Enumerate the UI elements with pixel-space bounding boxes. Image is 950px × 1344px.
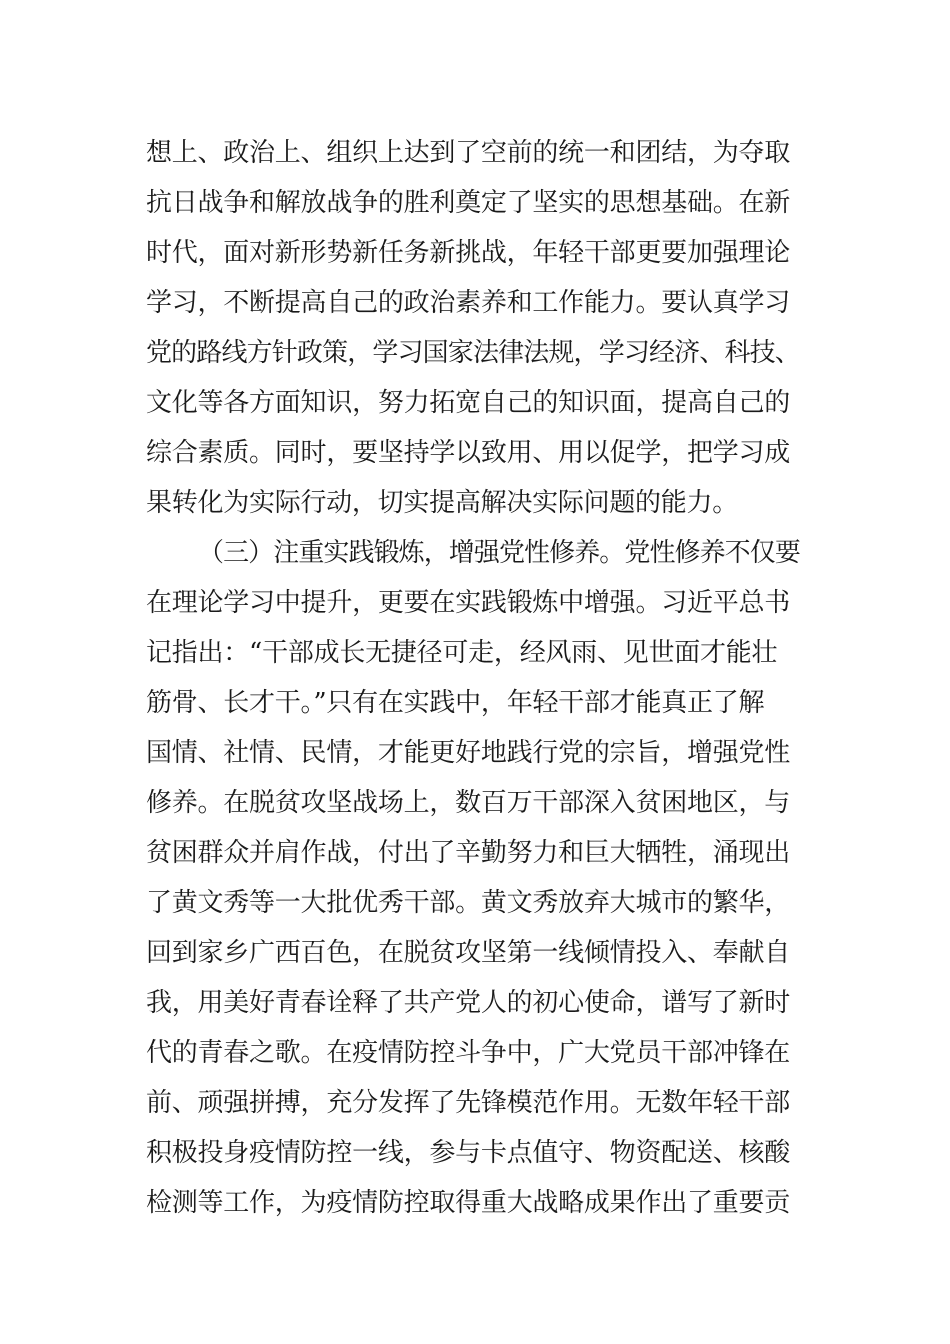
text-line: 想上、政治上、组织上达到了空前的统一和团结，为夺取 xyxy=(146,138,791,168)
text-line: 回到家乡广西百色，在脱贫攻坚第一线倾情投入、奉献自 xyxy=(146,938,791,968)
text-line: 修养。在脱贫攻坚战场上，数百万干部深入贫困地区，与 xyxy=(146,788,791,818)
text-line: 前、顽强拼搏，充分发挥了先锋模范作用。无数年轻干部 xyxy=(146,1088,791,1118)
text-line: 检测等工作，为疫情防控取得重大战略成果作出了重要贡 xyxy=(146,1188,791,1218)
body-text xyxy=(146,128,806,1228)
text-line: 抗日战争和解放战争的胜利奠定了坚实的思想基础。在新 xyxy=(146,188,791,218)
text-line: 了黄文秀等一大批优秀干部。黄文秀放弃大城市的繁华， xyxy=(146,888,791,918)
text-line: 国情、社情、民情，才能更好地践行党的宗旨，增强党性 xyxy=(146,738,791,768)
text-line: 筋骨、长才干。”只有在实践中，年轻干部才能真正了解 xyxy=(146,688,765,718)
text-line: 时代，面对新形势新任务新挑战，年轻干部更要加强理论 xyxy=(146,238,791,268)
text-line: 综合素质。同时，要坚持学以致用、用以促学，把学习成 xyxy=(146,438,791,468)
text-line: 果转化为实际行动，切实提高解决实际问题的能力。 xyxy=(146,488,739,518)
text-line: 记指出：“干部成长无捷径可走，经风雨、见世面才能壮 xyxy=(146,638,778,668)
text-line: 学习，不断提高自己的政治素养和工作能力。要认真学习 xyxy=(146,288,791,318)
text-line: 贫困群众并肩作战，付出了辛勤努力和巨大牺牲，涌现出 xyxy=(146,838,791,868)
text-line: 积极投身疫情防控一线，参与卡点值守、物资配送、核酸 xyxy=(146,1138,791,1168)
text-line: 我，用美好青春诠释了共产党人的初心使命，谱写了新时 xyxy=(146,988,791,1018)
text-line: （三）注重实践锻炼，增强党性修养。党性修养不仅要 xyxy=(198,538,800,568)
text-line: 文化等各方面知识，努力拓宽自己的知识面，提高自己的 xyxy=(146,388,791,418)
text-line: 党的路线方针政策，学习国家法律法规，学习经济、科技、 xyxy=(146,338,800,368)
text-line: 代的青春之歌。在疫情防控斗争中，广大党员干部冲锋在 xyxy=(146,1038,791,1068)
text-line: 在理论学习中提升，更要在实践锻炼中增强。习近平总书 xyxy=(146,588,791,618)
